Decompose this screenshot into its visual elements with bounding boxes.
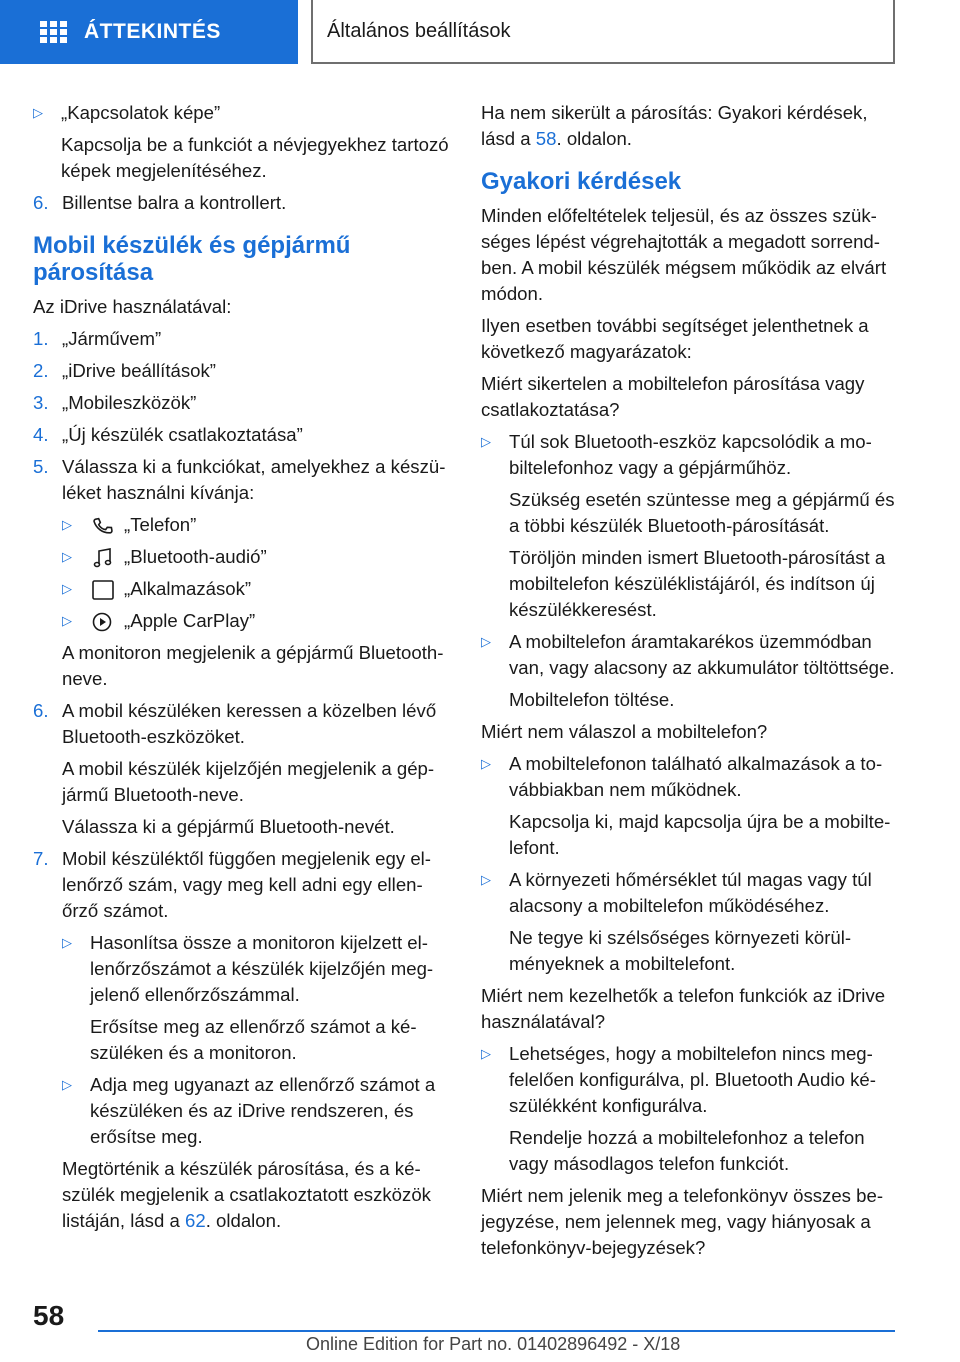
page-link-58[interactable]: 58 [535, 128, 557, 149]
step-text: A mobil készüléken keressen a közelben lévő Bluetooth-eszközöket. [62, 700, 437, 747]
step-text: Mobil készüléktől függően megjelenik egy ellenőrző szám, vagy meg kell adni egy ellenőrző számot. [62, 848, 431, 921]
page-link-62[interactable]: 62 [185, 1210, 206, 1231]
step-number: 1. [33, 328, 49, 349]
step-text: Válassza ki a funkciókat, amelyekhez a készüléket használni kívánja: [62, 456, 446, 503]
step-note: A mobil készülék kijelzőjén megjelenik a gépjármű Bluetooth-neve. [62, 758, 435, 805]
step-item [33, 190, 451, 216]
bullet-description: Mobiltelefon töltése. [509, 689, 675, 710]
step-text: „Járművem” [62, 328, 162, 349]
bullet-text: A környezeti hőmérséklet túl magas vagy túl alacsony a mobiltelefon működéséhez. [509, 869, 872, 916]
bullet-text: Hasonlítsa össze a monitoron kijelzett ellenőrzőszámot a készülék kijelzőjén megjelenő ellenőrzőszámmal. [90, 932, 434, 1005]
question: Miért nem jelenik meg a telefonkönyv összes bejegyzése, nem jelennek meg, vagy hiányosak a telefonkönyv-bejegyzések? [481, 1185, 884, 1258]
bullet-triangle-icon: ▷ [62, 517, 72, 532]
grid-menu-icon [40, 21, 67, 43]
section-title-box [311, 0, 895, 64]
overview-tab-label: ÁTTEKINTÉS [84, 20, 221, 43]
function-label: „Telefon” [124, 514, 197, 535]
bullet-description: Ne tegye ki szélsőséges környezeti körülményeknek a mobiltelefont. [509, 927, 852, 974]
right-column [481, 100, 901, 1267]
final-note-suffix: . oldalon. [205, 1210, 282, 1231]
function-item-phone [62, 512, 451, 538]
step-number: 5. [33, 456, 49, 477]
overview-tab[interactable] [0, 0, 298, 64]
bullet-triangle-icon: ▷ [62, 1077, 72, 1092]
footer-divider [98, 1330, 895, 1332]
step-item [33, 422, 451, 448]
apps-icon [90, 579, 116, 601]
list-item [481, 751, 901, 803]
step-number: 6. [33, 700, 49, 721]
bullet-text: Lehetséges, hogy a mobiltelefon nincs megfelelően konfigurálva, pl. Bluetooth Audio készülékként konfigurálva. [509, 1043, 876, 1116]
bullet-triangle-icon: ▷ [481, 1046, 491, 1061]
intro-text: Az iDrive használatával: [33, 296, 232, 317]
step-number: 6. [33, 192, 49, 213]
step-item [33, 358, 451, 384]
intro-text [481, 100, 901, 152]
edition-text: Online Edition for Part no. 01402896492 - X/18 [306, 1334, 681, 1354]
bullet-triangle-icon: ▷ [33, 105, 43, 120]
paragraph: Minden előfeltételek teljesül, és az összes szükséges lépést végrehajtották a megadott sorrendben. A mobil készülék mégsem működik az elvárt módon. [481, 205, 887, 304]
step-number: 3. [33, 392, 49, 413]
page-number: 58 [33, 1300, 65, 1331]
final-note-text: Megtörténik a készülék párosítása, és a készülék megjelenik a csatlakoztatott eszközök listáján, lásd a [62, 1158, 431, 1231]
step-number: 7. [33, 848, 49, 869]
bullet-triangle-icon: ▷ [481, 756, 491, 771]
step-note: Válassza ki a gépjármű Bluetooth-nevét. [62, 816, 395, 837]
bullet-description: Erősítse meg az ellenőrző számot a készüléken és a monitoron. [90, 1016, 417, 1063]
step-item [33, 846, 451, 924]
list-item [62, 1072, 451, 1150]
function-label: „Alkalmazások” [124, 578, 252, 599]
function-label: „Bluetooth-audió” [124, 546, 267, 567]
music-note-icon [90, 547, 116, 569]
bullet-description: Szükség esetén szüntesse meg a gépjármű és a többi készülék Bluetooth-párosítását. [509, 489, 895, 536]
final-note [62, 1156, 451, 1234]
step-number: 2. [33, 360, 49, 381]
bullet-description: Töröljön minden ismert Bluetooth-párosítást a mobiltelefon készüléklistájáról, és indítson új készülékkeresést. [509, 547, 886, 620]
bullet-triangle-icon: ▷ [62, 935, 72, 950]
step-item [33, 326, 451, 352]
step-text: „Mobileszközök” [62, 392, 197, 413]
list-item [62, 930, 451, 1008]
step-text: Billentse balra a kontrollert. [62, 192, 287, 213]
step-item [33, 454, 451, 506]
step-text: „Új készülék csatlakoztatása” [62, 424, 303, 445]
left-column [33, 100, 451, 1240]
list-item [481, 629, 901, 681]
bullet-triangle-icon: ▷ [481, 434, 491, 449]
section-title: Általános beállítások [327, 19, 511, 42]
bullet-description: Kapcsolja ki, majd kapcsolja újra be a mobiltelefont. [509, 811, 891, 858]
step-text: „iDrive beállítások” [62, 360, 216, 381]
bullet-text: Adja meg ugyanazt az ellenőrző számot a készüléken és az iDrive rendszeren, és erősítse meg. [90, 1074, 436, 1147]
bullet-text: Túl sok Bluetooth-eszköz kapcsolódik a mobiltelefonhoz vagy a gépjárműhöz. [509, 431, 872, 478]
section-heading: Gyakori kérdések [481, 168, 682, 195]
step-item [33, 390, 451, 416]
question: Miért nem kezelhetők a telefon funkciók az iDrive használatával? [481, 985, 886, 1032]
list-item [481, 429, 901, 481]
phone-icon [90, 515, 116, 537]
question: Miért nem válaszol a mobiltelefon? [481, 721, 768, 742]
list-item [33, 100, 451, 126]
paragraph: Ilyen esetben további segítséget jelenthetnek a következő magyarázatok: [481, 315, 869, 362]
bullet-text: A mobiltelefon áramtakarékos üzemmódban van, vagy alacsony az akkumulátor töltöttsége. [509, 631, 895, 678]
step-note: A monitoron megjelenik a gépjármű Bluetooth-neve. [62, 642, 444, 689]
function-item-apps [62, 576, 451, 602]
bullet-triangle-icon: ▷ [481, 634, 491, 649]
bullet-text: A mobiltelefonon található alkalmazások a továbbiakban nem működnek. [509, 753, 883, 800]
function-item-carplay [62, 608, 451, 634]
bullet-triangle-icon: ▷ [481, 872, 491, 887]
bullet-triangle-icon: ▷ [62, 581, 72, 596]
intro-text-prefix: Ha nem sikerült a párosítás: Gyakori kérdések, lásd a [481, 102, 868, 149]
function-label: „Apple CarPlay” [124, 610, 256, 631]
function-item-bluetooth-audio [62, 544, 451, 570]
list-item [481, 867, 901, 919]
carplay-icon [90, 611, 116, 633]
bullet-description: Kapcsolja be a funkciót a névjegyekhez tartozó képek megjelenítéséhez. [61, 134, 449, 181]
list-item [481, 1041, 901, 1119]
bullet-triangle-icon: ▷ [62, 613, 72, 628]
step-item [33, 698, 451, 750]
bullet-triangle-icon: ▷ [62, 549, 72, 564]
bullet-description: Rendelje hozzá a mobiltelefonhoz a telefon vagy másodlagos telefon funkciót. [509, 1127, 865, 1174]
bullet-text: „Kapcsolatok képe” [61, 102, 221, 123]
section-heading: Mobil készülék és gépjármű párosítása [33, 232, 351, 286]
intro-text-suffix: . oldalon. [556, 128, 632, 149]
step-number: 4. [33, 424, 49, 445]
question: Miért sikertelen a mobiltelefon párosítása vagy csatlakoztatása? [481, 373, 865, 420]
